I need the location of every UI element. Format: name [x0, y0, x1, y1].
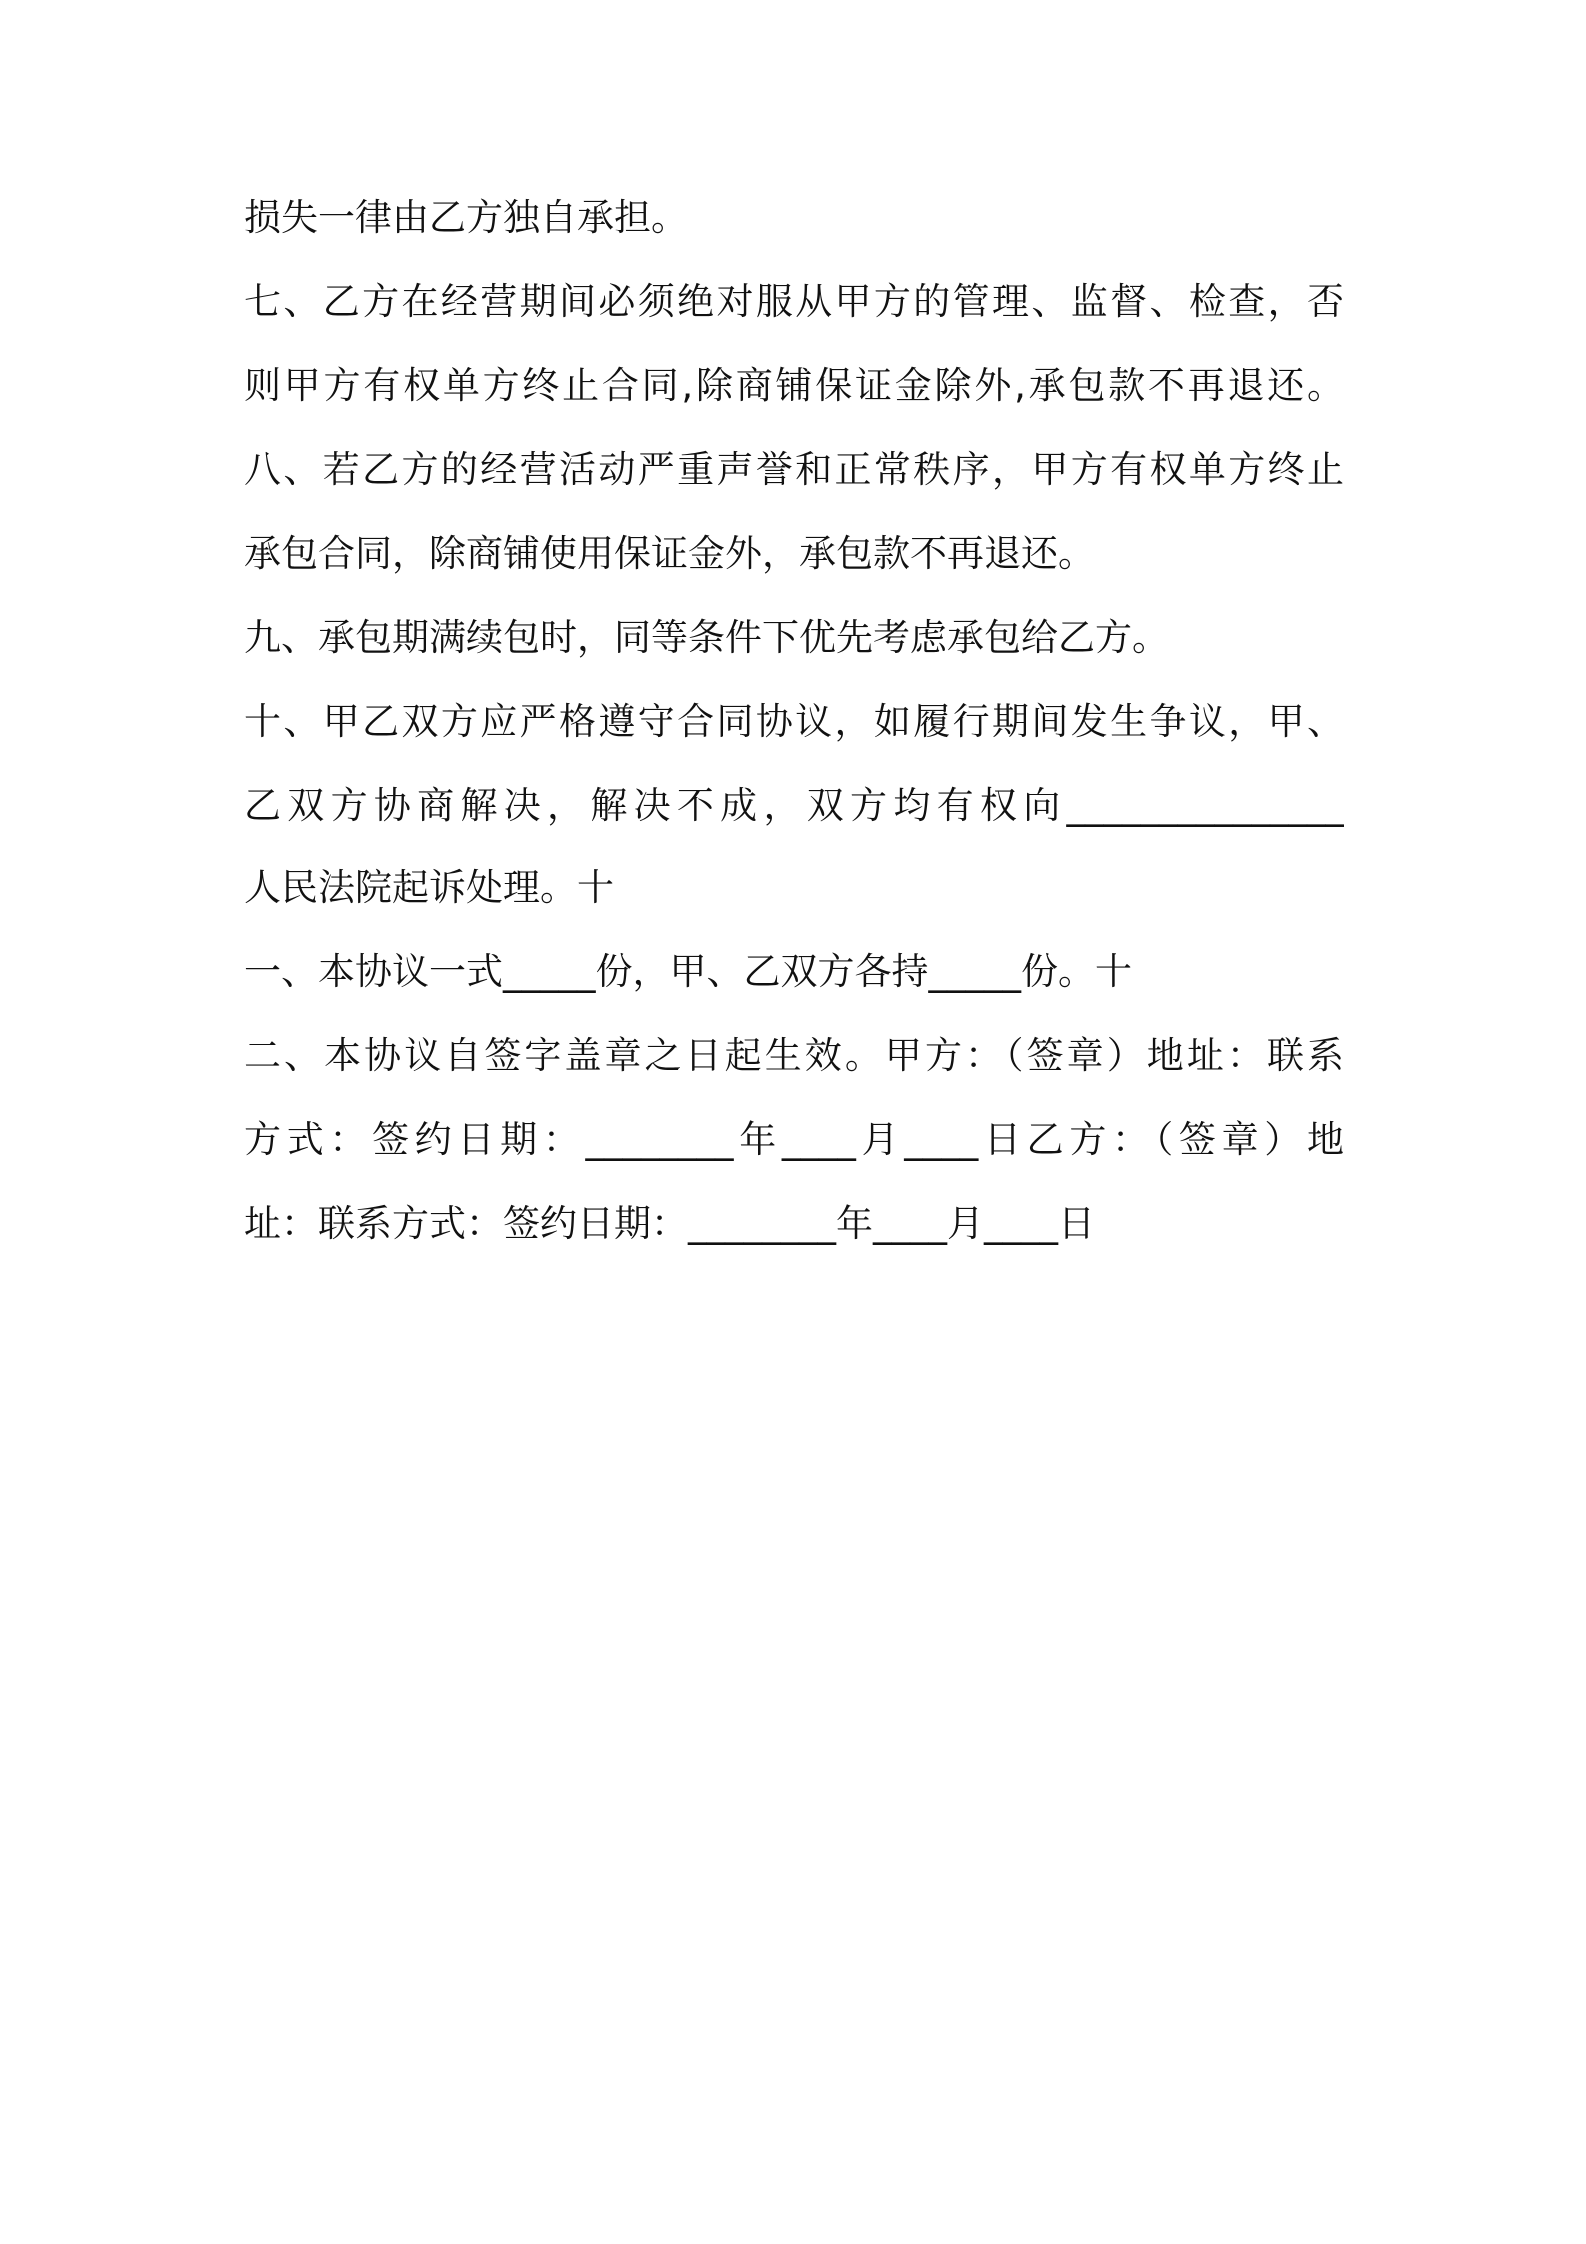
text-line-1: 损失一律由乙方独自承担。: [244, 196, 688, 239]
text-line-11: 二、本协议自签字盖章之日起生效。甲方：（签章）地址：联系: [244, 1034, 1344, 1077]
text-line-6: 九、承包期满续包时，同等条件下优先考虑承包给乙方。: [244, 616, 1169, 659]
text-line-10: 一、本协议一式_____份，甲、乙双方各持_____份。十: [244, 950, 1132, 993]
text-line-9: 人民法院起诉处理。十: [244, 866, 614, 909]
text-line-3: 则甲方有权单方终止合同,除商铺保证金除外,承包款不再退还。: [244, 364, 1344, 407]
text-line-4: 八、若乙方的经营活动严重声誉和正常秩序，甲方有权单方终止: [244, 448, 1344, 491]
text-line-8: 乙双方协商解决，解决不成，双方均有权向_______________: [244, 784, 1344, 827]
text-line-12: 方式：签约日期：________年____月____日乙方：（签章）地: [244, 1118, 1344, 1161]
text-line-7: 十、甲乙双方应严格遵守合同协议，如履行期间发生争议，甲、: [244, 700, 1344, 743]
text-line-13: 址：联系方式：签约日期：________年____月____日: [244, 1202, 1095, 1245]
text-line-2: 七、乙方在经营期间必须绝对服从甲方的管理、监督、检查，否: [244, 280, 1344, 323]
text-line-5: 承包合同，除商铺使用保证金外，承包款不再退还。: [244, 532, 1095, 575]
